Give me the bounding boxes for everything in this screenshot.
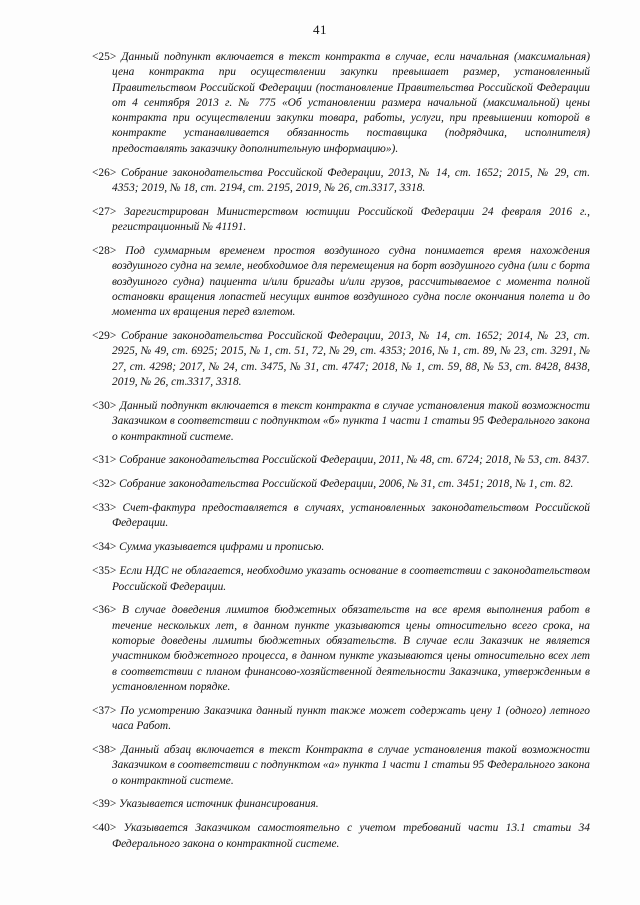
footnote-mark: <34>: [92, 541, 117, 554]
footnote-mark: <25>: [92, 51, 117, 63]
footnote-text: Данный подпункт включается в текст контракта в случае установления такой возможности Заказчиком в соответствии с подпунктом «б» пункта 1 части 1 статьи 95 Федерального закона о контрактной системе.: [112, 399, 590, 443]
footnote: [92, 501, 590, 532]
footnote-mark: <36>: [92, 604, 117, 617]
footnote: [92, 477, 590, 492]
footnote: [92, 244, 590, 320]
footnote: [92, 50, 590, 157]
footnote-mark: <27>: [92, 205, 117, 218]
footnote-mark: <30>: [92, 399, 117, 412]
footnote-text: Собрание законодательства Российской Федерации, 2013, № 14, ст. 1652; 2014, № 23, ст. 2925, № 49, ст. 6925; 2015, № 1, ст. 51, 72, № 29, ст. 4353; 2016, № 1, ст. 89, № 23, ст. 3291, № 27, ст. 4298; 2017, № 24, ст. 3475, № 31, ст. 4747; 2018, № 1, ст. 59, 88, № 53, ст. 8428, 8438, 2019, № 26, ст.3317, 3318.: [112, 330, 590, 389]
footnote-text: В случае доведения лимитов бюджетных обязательств на все время выполнения работ в течение нескольких лет, в данном пункте указываются цены относительно всего срока, на которые доведены лимиты бюджетных обязательств. В случае если Заказчик не является участником бюджетного процесса, в данном пункте указываются цены относительно всех лет в соответствии с планом финансово-хозяйственной деятельности Заказчика, утвержденным в установленном порядке.: [112, 604, 590, 693]
footnote: [92, 603, 590, 695]
footnote: [92, 329, 590, 390]
footnote-text: Собрание законодательства Российской Федерации, 2006, № 31, ст. 3451; 2018, № 1, ст. 82.: [119, 478, 574, 491]
footnote-text: Собрание законодательства Российской Федерации, 2011, № 48, ст. 6724; 2018, № 53, ст. 8437.: [119, 454, 590, 467]
footnote-mark: <38>: [92, 744, 117, 756]
footnote: [92, 453, 590, 468]
footnote-text: Если НДС не облагается, необходимо указать основание в соответствии с законодательством Российской Федерации.: [112, 565, 590, 593]
footnote: [92, 821, 590, 852]
footnote: [92, 797, 590, 812]
footnotes-list: [92, 50, 590, 861]
footnote: [92, 704, 590, 735]
footnote: [92, 205, 590, 236]
footnote-mark: <35>: [92, 565, 117, 578]
footnote: [92, 540, 590, 555]
footnote-text: Указывается Заказчиком самостоятельно с учетом требований части 13.1 статьи 34 Федерального закона о контрактной системе.: [112, 822, 590, 850]
footnote-mark: <37>: [92, 704, 117, 717]
footnote-text: Счет-фактура предоставляется в случаях, установленных законодательством Российской Федерации.: [112, 502, 590, 530]
footnote-text: Указывается источник финансирования.: [119, 798, 319, 811]
footnote: [92, 564, 590, 595]
footnote: [92, 743, 590, 789]
footnote-mark: <33>: [92, 502, 117, 515]
footnote-mark: <26>: [92, 166, 117, 179]
footnote-text: Сумма указывается цифрами и прописью.: [119, 541, 325, 554]
footnote-text: Собрание законодательства Российской Федерации, 2013, № 14, ст. 1652; 2015, № 29, ст. 4353; 2019, № 18, ст. 2194, ст. 2195, 2019, № 26, ст.3317, 3318.: [112, 166, 590, 194]
footnote-mark: <32>: [92, 478, 117, 491]
footnote-mark: <29>: [92, 330, 117, 343]
footnote-mark: <40>: [92, 822, 117, 835]
footnote-mark: <28>: [92, 245, 117, 258]
footnote-mark: <39>: [92, 798, 117, 811]
footnote: [92, 166, 590, 197]
footnote-text: Под суммарным временем простоя воздушного судна понимается время нахождения воздушного судна на земле, необходимое для перемещения на борт воздушного судна (или с борта воздушного судна) пациента и/или бригады и/или грузов, рассчитываемое с момента полной остановки вращения лопастей несущих винтов воздушного судна после окончания полета и до момента их вращения перед взлетом.: [112, 245, 590, 319]
page-number: 41: [313, 22, 327, 37]
footnote-mark: <31>: [92, 454, 117, 467]
footnote-text: Зарегистрирован Министерством юстиции Российской Федерации 24 февраля 2016 г., регистрационный № 41191.: [112, 205, 590, 234]
footnote-text: Данный подпункт включается в текст контракта в случае, если начальная (максимальная) цена контракта при осуществлении закупки превышает размер, установленный Правительством Российской Федерации (постановление Правительства Российской Федерации от 4 сентября 2013 г. № 775 «Об установлении размера начальной (максимальной) цены контракта при осуществлении закупки товара, работы, услуги, при превышении которой в контракте устанавливается обязанность поставщика (подрядчика, исполнителя) предоставлять заказчику дополнительную информацию»).: [112, 51, 590, 155]
footnote: [92, 399, 590, 445]
footnote-text: Данный абзац включается в текст Контракта в случае установления такой возможности Заказчиком в соответствии с подпунктом «а» пункта 1 части 1 статьи 95 Федерального закона о контрактной системе.: [112, 744, 590, 787]
footnote-text: По усмотрению Заказчика данный пункт также может содержать цену 1 (одного) летного часа Работ.: [112, 704, 590, 733]
